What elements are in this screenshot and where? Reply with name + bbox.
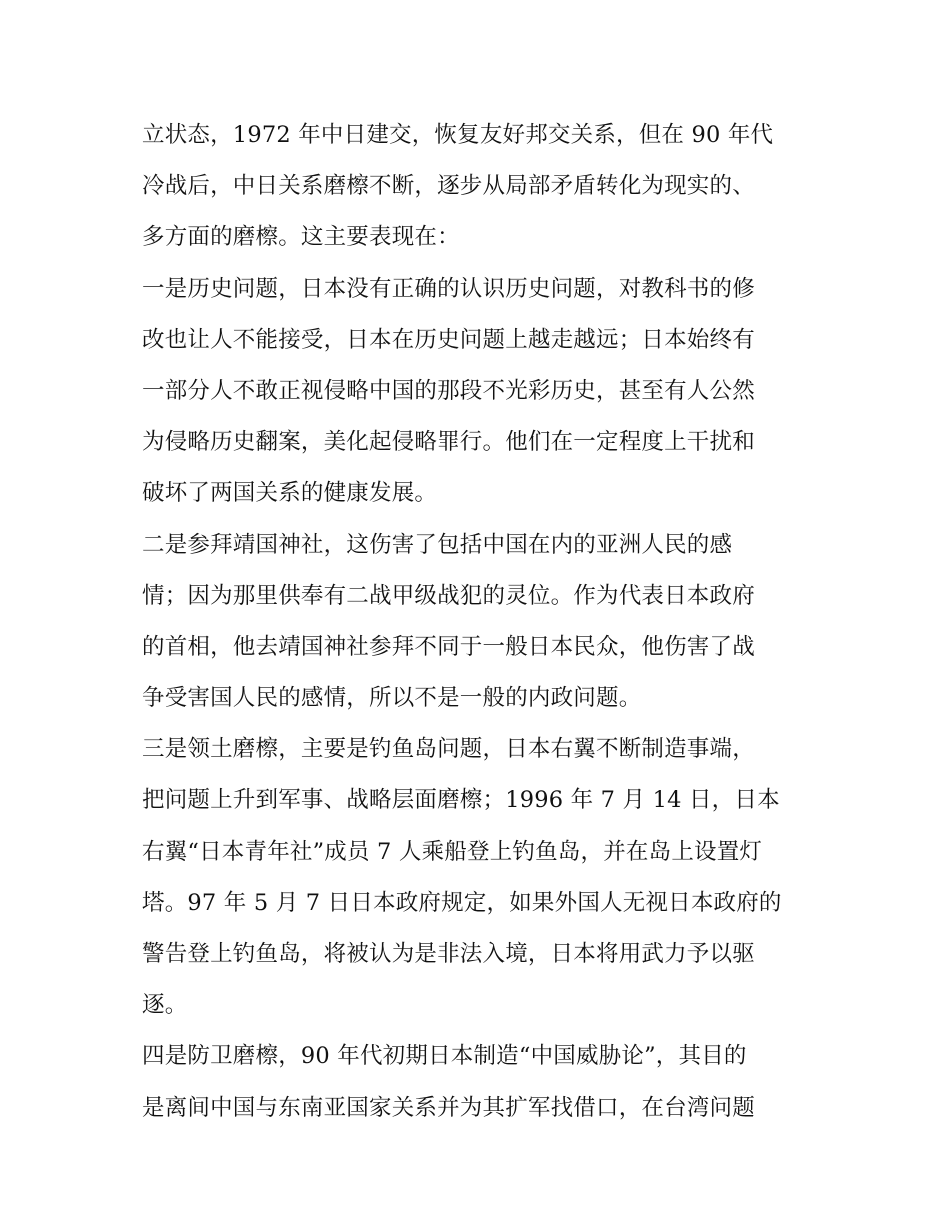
text-line: 四是防卫磨檫，90 年代初期日本制造“中国威胁论”，其目的 (142, 1043, 747, 1070)
text-line: 二是参拜靖国神社，这伤害了包括中国在内的亚洲人民的感 (142, 531, 733, 558)
text-line: 一是历史问题，日本没有正确的认识历史问题，对教科书的修 (142, 275, 755, 302)
text-line: 逐。 (142, 992, 188, 1019)
text-line: 一部分人不敢正视侵略中国的那段不光彩历史，甚至有人公然 (142, 377, 755, 404)
text-line: 右翼“日本青年社”成员 7 人乘船登上钓鱼岛，并在岛上设置灯 (142, 838, 763, 865)
text-line: 的首相，他去靖国神社参拜不同于一般日本民众，他伤害了战 (142, 633, 755, 660)
text-line: 警告登上钓鱼岛，将被认为是非法入境，日本将用武力予以驱 (142, 941, 755, 967)
text-line: 塔。97 年 5 月 7 日日本政府规定，如果外国人无视日本政府的 (142, 889, 782, 916)
text-line: 三是领土磨檫，主要是钓鱼岛问题，日本右翼不断制造事端， (142, 736, 755, 763)
text-line: 情；因为那里供奉有二战甲级战犯的灵位。作为代表日本政府 (142, 582, 755, 609)
text-line: 是离间中国与东南亚国家关系并为其扩军找借口，在台湾问题 (142, 1094, 755, 1121)
text-line: 立状态，1972 年中日建交，恢复友好邦交关系，但在 90 年代 (142, 122, 774, 148)
text-line: 为侵略历史翻案，美化起侵略罪行。他们在一定程度上干扰和 (142, 429, 755, 456)
text-line: 冷战后，中日关系磨檫不断，逐步从局部矛盾转化为现实的、 (142, 173, 755, 200)
text-line: 改也让人不能接受，日本在历史问题上越走越远；日本始终有 (142, 326, 755, 353)
body-text (142, 110, 822, 1134)
text-line: 多方面的磨檫。这主要表现在： (142, 224, 460, 251)
text-line: 争受害国人民的感情，所以不是一般的内政问题。 (142, 685, 642, 712)
text-line: 把问题上升到军事、战略层面磨檫；1996 年 7 月 14 日，日本 (142, 787, 780, 814)
text-line: 破坏了两国关系的健康发展。 (142, 480, 438, 507)
